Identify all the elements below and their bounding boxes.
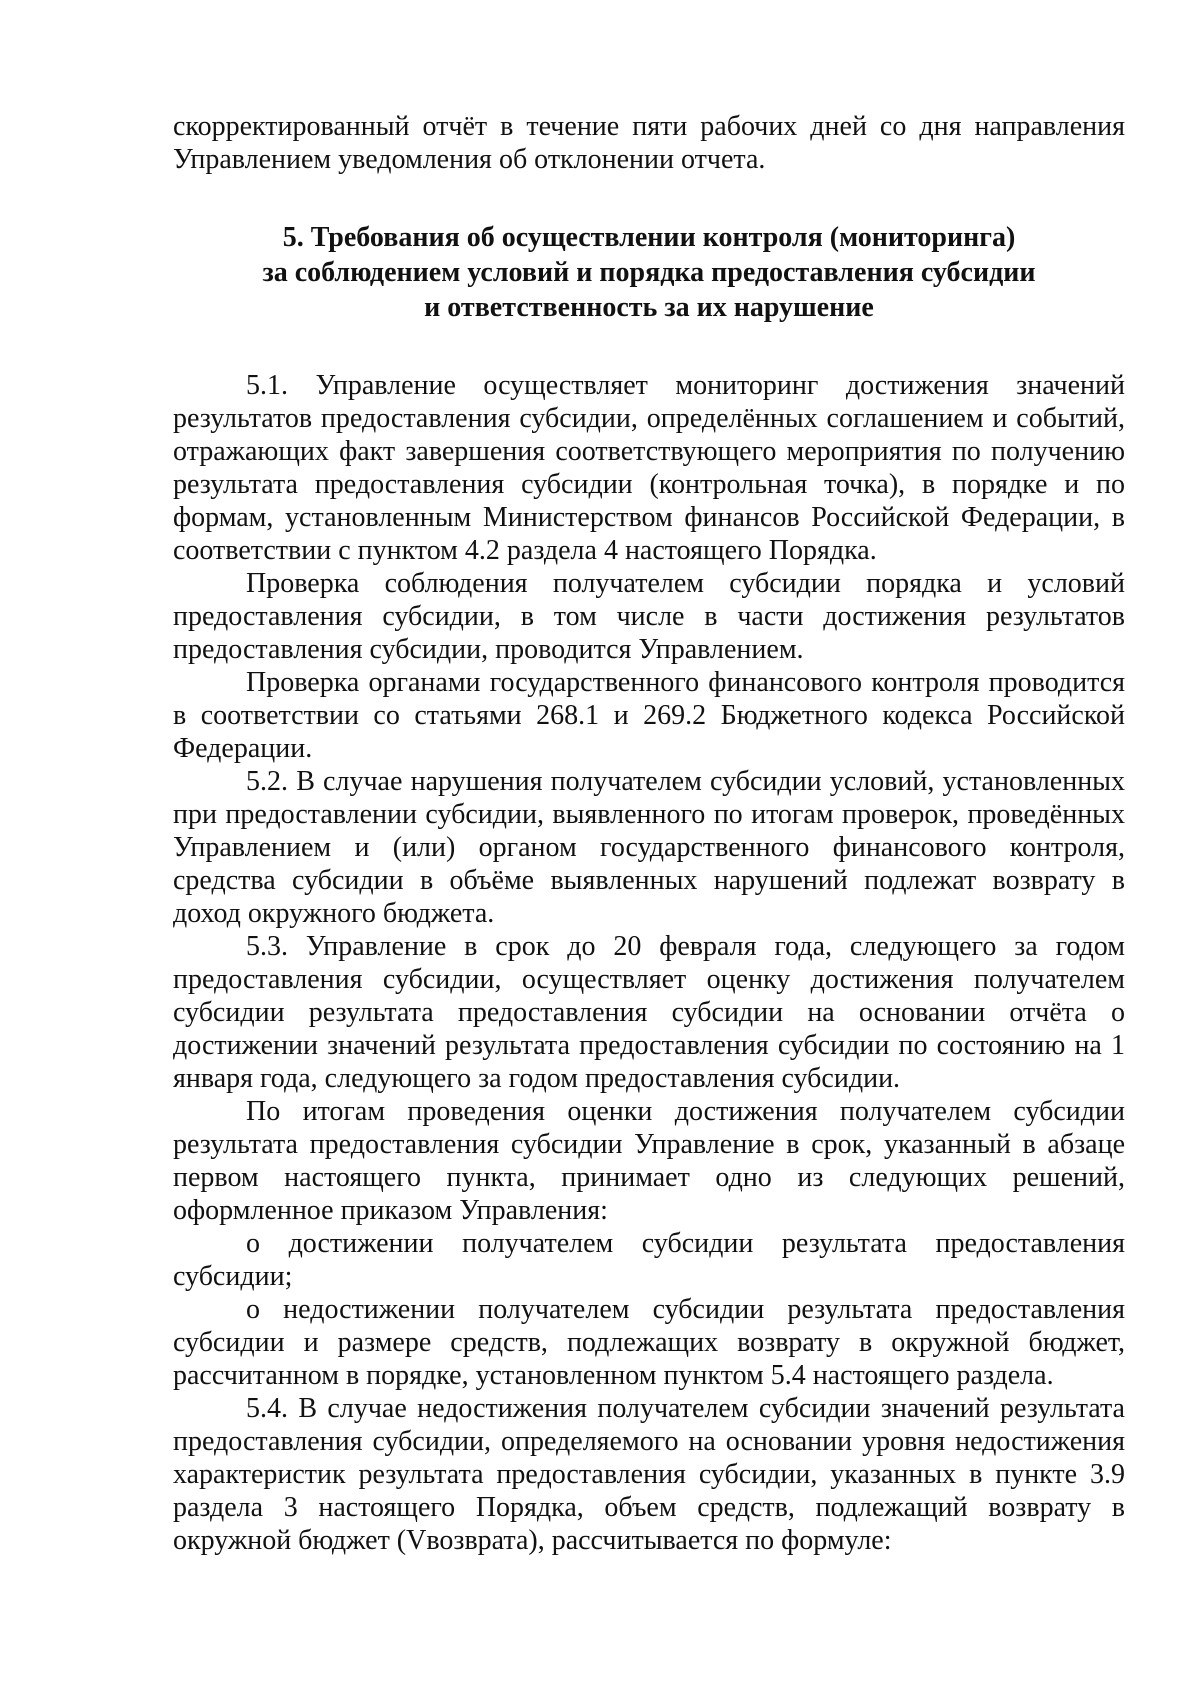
paragraph-5-3: 5.3. Управление в срок до 20 февраля года, следующего за годом предоставления субсидии, осуществляет оценку достижения получателем субсидии результата предоставления субсидии на основании отчёта о достижении значений результата предоставления субсидии по состоянию на 1 января года, следующего за годом предоставления субсидии. bbox=[173, 931, 1125, 1094]
document-page bbox=[173, 110, 1125, 1557]
section-heading bbox=[173, 220, 1125, 325]
paragraph-5-2: 5.2. В случае нарушения получателем субсидии условий, установленных при предоставлении субсидии, выявленного по итогам проверок, проведённых Управлением и (или) органом государственного финансового контроля, средства субсидии в объёме выявленных нарушений подлежат возврату в доход окружного бюджета. bbox=[173, 766, 1125, 929]
section-heading-line-2: за соблюдением условий и порядка предоставления субсидии bbox=[262, 257, 1036, 288]
paragraph-verification-recipient: Проверка соблюдения получателем субсидии порядка и условий предоставления субсидии, в том числе в части достижения результатов предоставления субсидии, проводится Управлением. bbox=[173, 568, 1125, 665]
paragraph-decision-achieved: о достижении получателем субсидии результата предоставления субсидии; bbox=[173, 1228, 1125, 1292]
paragraph-assessment-decisions: По итогам проведения оценки достижения получателем субсидии результата предоставления субсидии Управление в срок, указанный в абзаце первом настоящего пункта, принимает одно из следующих решений, оформленное приказом Управления: bbox=[173, 1096, 1125, 1226]
section-heading-line-3: и ответственность за их нарушение bbox=[424, 292, 874, 323]
paragraph-decision-not-achieved: о недостижении получателем субсидии результата предоставления субсидии и размере средств, подлежащих возврату в окружной бюджет, рассчитанном в порядке, установленном пунктом 5.4 настоящего раздела. bbox=[173, 1294, 1125, 1391]
paragraph-5-4: 5.4. В случае недостижения получателем субсидии значений результата предоставления субсидии, определяемого на основании уровня недостижения характеристик результата предоставления субсидии, указанных в пункте 3.9 раздела 3 настоящего Порядка, объем средств, подлежащий возврату в окружной бюджет (Vвозврата), рассчитывается по формуле: bbox=[173, 1393, 1125, 1556]
paragraph-5-1: 5.1. Управление осуществляет мониторинг достижения значений результатов предоставления субсидии, определённых соглашением и событий, отражающих факт завершения соответствующего мероприятия по получению результата предоставления субсидии (контрольная точка), в порядке и по формам, установленным Министерством финансов Российской Федерации, в соответствии с пунктом 4.2 раздела 4 настоящего Порядка. bbox=[173, 370, 1125, 566]
intro-paragraph: скорректированный отчёт в течение пяти рабочих дней со дня направления Управлением уведомления об отклонении отчета. bbox=[173, 111, 1125, 175]
paragraph-verification-state-control: Проверка органами государственного финансового контроля проводится в соответствии со статьями 268.1 и 269.2 Бюджетного кодекса Российской Федерации. bbox=[173, 667, 1125, 764]
section-heading-line-1: 5. Требования об осуществлении контроля (мониторинга) bbox=[282, 222, 1016, 253]
